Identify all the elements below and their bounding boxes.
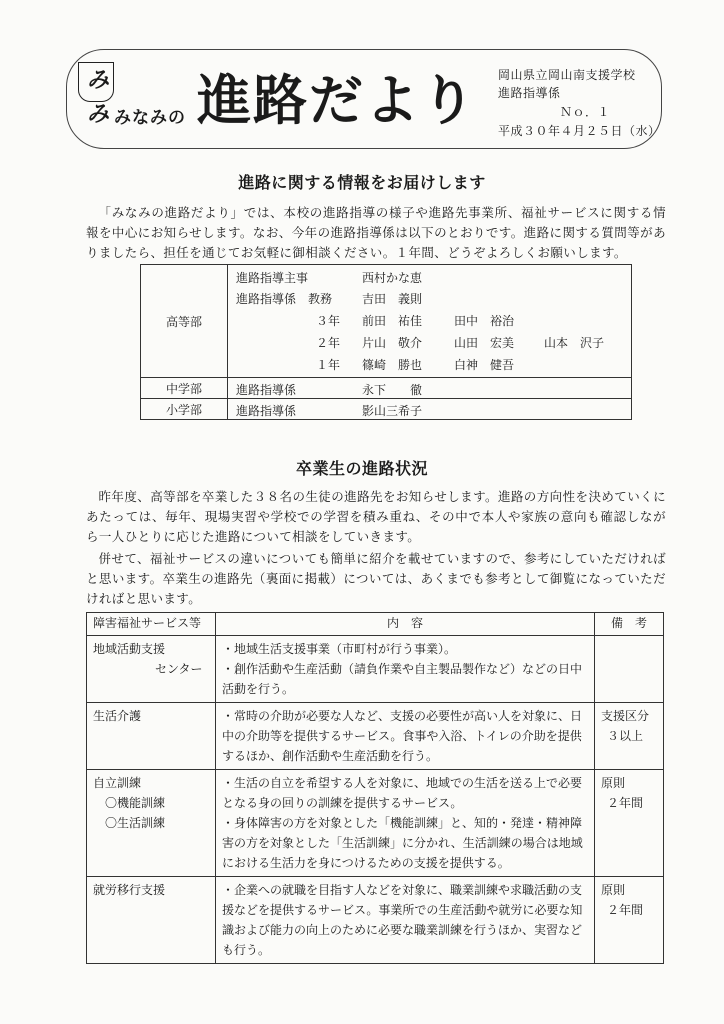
brand-small-text: みなみの bbox=[114, 108, 186, 128]
staff-name: 山本 沢子 bbox=[544, 336, 605, 350]
header-service: 障害福祉サービス等 bbox=[87, 613, 216, 636]
issue-date: 平成３０年４月２５日（水） bbox=[498, 124, 661, 138]
junior-role: 進路指導係 bbox=[236, 383, 297, 397]
service-note-cell: 支援区分 ３以上 bbox=[595, 703, 664, 770]
service-note-cell bbox=[595, 636, 664, 703]
service-content-cell: ・常時の介助が必要な人など、支援の必要性が高い人を対象に、日中の介助等を提供するサービス。食事や入浴、トイレの介助を提供するほか、創作活動や生産活動を行う。 bbox=[216, 703, 595, 770]
table-row bbox=[141, 378, 632, 399]
staff-name: 篠崎 勝也 bbox=[362, 358, 423, 372]
section2-paragraph2: 併せて、福祉サービスの違いについても簡単に紹介を載せていますので、参考にしていただければと思います。卒業生の進路先（裏面に掲載）については、あくまでも参考として御覧になっていただければと思います。 bbox=[86, 551, 666, 606]
high-school-staff-cell bbox=[228, 265, 632, 378]
staff-name: 前田 祐佳 bbox=[362, 314, 423, 328]
service-name-cell: 就労移行支援 bbox=[87, 877, 216, 964]
head-name: 西村かな恵 bbox=[362, 271, 423, 285]
header-note: 備 考 bbox=[595, 613, 664, 636]
junior-name: 永下 徹 bbox=[362, 383, 423, 397]
staff-name: 山田 宏美 bbox=[454, 336, 515, 350]
service-name-cell: 自立訓練 〇機能訓練 〇生活訓練 bbox=[87, 770, 216, 877]
dept-elementary: 小学部 bbox=[141, 399, 228, 420]
table-row bbox=[87, 703, 664, 770]
header-content: 内 容 bbox=[216, 613, 595, 636]
service-note-cell: 原則 ２年間 bbox=[595, 770, 664, 877]
section1-paragraph: 「みなみの進路だより」では、本校の進路指導の様子や進路先事業所、福祉サービスに関する情報を中心にお知らせします。なお、今年の進路指導係は以下のとおりです。進路に関する質問等がありましたら、担任を通じてお気軽に御相談ください。１年間、どうぞよろしくお願いします。 bbox=[86, 205, 666, 260]
staff-name: 片山 敬介 bbox=[362, 336, 423, 350]
service-note-cell: 原則 ２年間 bbox=[595, 877, 664, 964]
dept-junior: 中学部 bbox=[141, 378, 228, 399]
service-content-cell: ・地域生活支援事業（市町村が行う事業）。 ・創作活動や生産活動（請負作業や自主製品製作など）などの日中活動を行う。 bbox=[216, 636, 595, 703]
elementary-staff-cell bbox=[228, 399, 632, 420]
school-name: 岡山県立岡山南支援学校 bbox=[498, 68, 636, 82]
staff-table bbox=[140, 264, 632, 420]
section2-title: 卒業生の進路状況 bbox=[295, 459, 428, 478]
table-row bbox=[141, 399, 632, 420]
newsletter-title: 進路だより bbox=[197, 69, 477, 132]
section1-title: 進路に関する情報をお届けします bbox=[238, 173, 486, 192]
elementary-name: 影山三希子 bbox=[362, 404, 423, 418]
table-row bbox=[141, 265, 632, 378]
welfare-services-table bbox=[86, 612, 664, 964]
staff-name: 田中 裕治 bbox=[454, 314, 515, 328]
service-name-cell: 地域活動支援 センター bbox=[87, 636, 216, 703]
department-name: 進路指導係 bbox=[498, 86, 561, 100]
service-content-cell: ・生活の自立を希望する人を対象に、地域での生活を送る上で必要となる身の回りの訓練を提供するサービス。 ・身体障害の方を対象とした「機能訓練」と、知的・発達・精神障害の方を対象とした「生活訓練」に分かれ、生活訓練の場合は地域における生活力を身につけるための支援を提供する。 bbox=[216, 770, 595, 877]
table-row bbox=[87, 636, 664, 703]
service-name-cell: 生活介護 bbox=[87, 703, 216, 770]
staff-name: 白神 健吾 bbox=[454, 358, 515, 372]
issue-number: Ｎｏ．１ bbox=[560, 105, 611, 119]
grade-label: ２年 bbox=[316, 336, 341, 350]
school-logo: みみ bbox=[78, 62, 114, 102]
service-content-cell: ・企業への就職を目指す人などを対象に、職業訓練や求職活動の支援などを提供するサービス。事業所での生産活動や就労に必要な知識および能力の向上のために必要な職業訓練を行うほか、実習なども行う。 bbox=[216, 877, 595, 964]
table-header-row bbox=[87, 613, 664, 636]
head-role: 進路指導主事 bbox=[236, 271, 309, 285]
role2: 進路指導係 教務 bbox=[236, 292, 333, 306]
dept-high-school: 高等部 bbox=[141, 265, 228, 378]
grade-label: ３年 bbox=[316, 314, 341, 328]
table-row bbox=[87, 877, 664, 964]
table-row bbox=[87, 770, 664, 877]
role2-name: 吉田 義則 bbox=[362, 292, 423, 306]
section2-paragraph1: 昨年度、高等部を卒業した３８名の生徒の進路先をお知らせします。進路の方向性を決めていくにあたっては、毎年、現場実習や学校での学習を積み重ね、その中で本人や家族の意向も確認しながら一人ひとりに応じた進路について相談をしていきます。 bbox=[86, 489, 666, 544]
elementary-role: 進路指導係 bbox=[236, 404, 297, 418]
grade-label: １年 bbox=[316, 358, 341, 372]
junior-staff-cell bbox=[228, 378, 632, 399]
